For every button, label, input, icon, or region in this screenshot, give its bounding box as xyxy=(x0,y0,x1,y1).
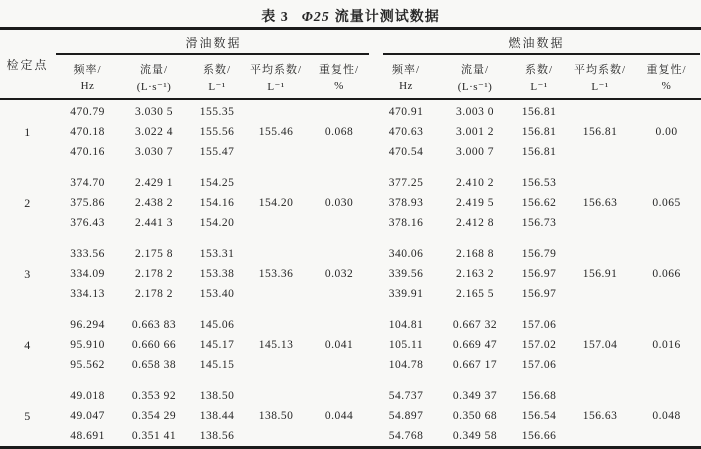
lube-flow-header-top: 流量/ xyxy=(139,63,169,76)
lube-coef-header xyxy=(188,55,246,99)
fuel-flow-cell: 0.667 17 xyxy=(452,359,498,371)
lube-flow-cell: 0.660 66 xyxy=(131,339,177,351)
lube-rep-cell: 0.068 xyxy=(324,126,354,138)
lube-flow-header-unit: (L·s⁻¹) xyxy=(136,80,172,93)
table-number-label: 表 3 xyxy=(261,10,289,25)
lube-freq-cell: 333.56 xyxy=(70,248,105,260)
lube-coef-cell: 153.38 xyxy=(199,268,235,280)
fuel-coef-cell: 156.53 xyxy=(521,177,557,189)
fuel-freq-cell: 104.81 xyxy=(388,319,424,331)
fuel-flow-cell: 0.349 37 xyxy=(452,390,498,402)
lube-freq-cell: 95.910 xyxy=(70,339,105,351)
fuel-repeat-header-unit: % xyxy=(661,80,672,92)
fuel-avg-coef-header-unit: L⁻¹ xyxy=(591,80,609,93)
lube-freq-cell: 49.018 xyxy=(70,390,105,402)
point-cell: 3 xyxy=(24,266,31,281)
fuel-avg-coef-header xyxy=(568,55,632,99)
fuel-coef-cell: 156.62 xyxy=(521,197,557,209)
lube-flow-header xyxy=(120,55,188,99)
row-spacer xyxy=(0,375,701,384)
fuel-avg-coef-header-top: 平均系数/ xyxy=(573,63,627,76)
fuel-coef-cell: 157.02 xyxy=(521,339,557,351)
lube-freq-cell: 470.16 xyxy=(70,146,105,158)
lube-flow-cell: 2.429 1 xyxy=(135,177,173,189)
row-spacer-cell xyxy=(0,233,701,242)
lube-freq-cell: 48.691 xyxy=(70,430,105,442)
lube-avg-cell: 145.13 xyxy=(258,339,294,351)
fuel-freq-cell: 54.897 xyxy=(388,410,424,422)
fuel-rep-cell: 0.065 xyxy=(652,197,681,209)
fuel-freq-cell: 378.16 xyxy=(388,217,424,229)
fuel-coef-cell: 156.81 xyxy=(521,146,557,158)
lube-flow-cell: 3.022 4 xyxy=(135,126,173,138)
lube-flow-cell: 0.354 29 xyxy=(131,410,177,422)
fuel-freq-header-unit: Hz xyxy=(399,80,413,92)
fuel-freq-cell: 54.768 xyxy=(388,430,424,442)
fuel-flow-cell: 2.412 8 xyxy=(456,217,494,229)
fuel-avg-cell: 156.63 xyxy=(582,197,618,209)
lube-coef-cell: 155.47 xyxy=(199,146,235,158)
row-spacer-cell xyxy=(0,304,701,313)
lube-avg-cell: 153.36 xyxy=(258,268,294,280)
fuel-avg-cell: 156.81 xyxy=(582,126,618,138)
group-header-row xyxy=(0,29,701,56)
row-spacer xyxy=(0,304,701,313)
lube-coef-cell: 145.17 xyxy=(199,339,235,351)
fuel-coef-cell: 157.06 xyxy=(521,359,557,371)
fuel-rep-cell: 0.00 xyxy=(655,126,678,138)
fuel-avg-cell: 156.63 xyxy=(582,410,618,422)
lube-flow-cell: 2.441 3 xyxy=(135,217,173,229)
lube-freq-cell: 49.047 xyxy=(70,410,105,422)
lube-coef-cell: 154.25 xyxy=(199,177,235,189)
lube-coef-cell: 154.16 xyxy=(199,197,235,209)
lube-rep-cell: 0.030 xyxy=(324,197,354,209)
lube-coef-cell: 153.40 xyxy=(199,288,235,300)
lube-freq-cell: 470.79 xyxy=(70,106,105,118)
fuel-coef-cell: 156.73 xyxy=(521,217,557,229)
lube-rep-cell: 0.044 xyxy=(324,410,354,422)
fuel-coef-header xyxy=(510,55,568,99)
lube-coef-cell: 138.44 xyxy=(199,410,235,422)
table-title xyxy=(0,0,701,26)
lube-flow-cell: 2.438 2 xyxy=(135,197,173,209)
fuel-freq-cell: 104.78 xyxy=(388,359,424,371)
lube-flow-cell: 0.351 41 xyxy=(131,430,177,442)
lube-coef-cell: 145.06 xyxy=(199,319,235,331)
lube-freq-cell: 376.43 xyxy=(70,217,105,229)
lube-coef-cell: 155.56 xyxy=(199,126,235,138)
fuel-coef-cell: 156.54 xyxy=(521,410,557,422)
row-spacer xyxy=(0,233,701,242)
lube-freq-cell: 95.562 xyxy=(70,359,105,371)
fuel-flow-header xyxy=(440,55,510,99)
lube-flow-cell: 0.663 83 xyxy=(131,319,177,331)
row-spacer-cell xyxy=(0,162,701,171)
fuel-flow-cell: 2.163 2 xyxy=(456,268,494,280)
fuel-freq-header-top: 频率/ xyxy=(391,64,421,76)
fuel-freq-cell: 378.93 xyxy=(388,197,424,209)
fuel-coef-cell: 156.81 xyxy=(521,106,557,118)
fuel-freq-cell: 54.737 xyxy=(388,390,424,402)
lube-freq-cell: 470.18 xyxy=(70,126,105,138)
fuel-flow-cell: 2.419 5 xyxy=(456,197,494,209)
lube-flow-cell: 3.030 7 xyxy=(135,146,173,158)
row-spacer xyxy=(0,162,701,171)
fuel-flow-cell: 3.000 7 xyxy=(456,146,494,158)
fuel-freq-cell: 339.91 xyxy=(388,288,424,300)
lube-coef-cell: 138.50 xyxy=(199,390,235,402)
data-row xyxy=(0,384,701,406)
lube-freq-header-top: 频率/ xyxy=(73,64,102,76)
fuel-coef-cell: 156.97 xyxy=(521,268,557,280)
data-row xyxy=(0,171,701,193)
data-row xyxy=(0,242,701,264)
fuel-coef-cell: 156.97 xyxy=(521,288,557,300)
lube-freq-header xyxy=(55,55,120,99)
point-cell: 4 xyxy=(24,337,31,352)
fuel-freq-cell: 340.06 xyxy=(388,248,424,260)
fuel-flow-cell: 2.168 8 xyxy=(456,248,494,260)
lube-coef-cell: 154.20 xyxy=(199,217,235,229)
fuel-coef-cell: 156.81 xyxy=(521,126,557,138)
lube-coef-cell: 145.15 xyxy=(199,359,235,371)
fuel-flow-cell: 0.667 32 xyxy=(452,319,498,331)
fuel-rep-cell: 0.016 xyxy=(652,339,681,351)
fuel-avg-cell: 156.91 xyxy=(582,268,618,280)
fuel-flow-cell: 3.001 2 xyxy=(456,126,494,138)
row-spacer-cell xyxy=(0,375,701,384)
point-cell: 5 xyxy=(24,408,31,423)
lube-rep-cell: 0.041 xyxy=(324,339,354,351)
fuel-avg-cell: 157.04 xyxy=(582,339,618,351)
fuel-freq-cell: 470.91 xyxy=(388,106,424,118)
fuel-repeat-header xyxy=(632,55,701,99)
lube-coef-header-unit: L⁻¹ xyxy=(208,80,226,93)
table-body xyxy=(0,99,701,448)
fuel-coef-header-unit: L⁻¹ xyxy=(530,80,548,93)
lube-freq-cell: 96.294 xyxy=(70,319,105,331)
data-row xyxy=(0,313,701,335)
point-column-header: 检定点 xyxy=(0,29,55,100)
lube-repeat-header-top: 重复性/ xyxy=(318,64,360,76)
fuel-flow-header-top: 流量/ xyxy=(460,63,490,76)
lube-repeat-header-unit: % xyxy=(334,80,344,92)
fuel-flow-header-unit: (L·s⁻¹) xyxy=(457,80,493,93)
fuel-coef-cell: 156.68 xyxy=(521,390,557,402)
lube-avg-coef-header-top: 平均系数/ xyxy=(249,63,303,76)
fuel-flow-cell: 0.669 47 xyxy=(452,339,498,351)
fuel-flow-cell: 2.410 2 xyxy=(456,177,494,189)
point-cell: 2 xyxy=(24,195,31,210)
lube-repeat-header xyxy=(306,55,372,99)
point-cell: 1 xyxy=(24,124,31,139)
fuel-flow-cell: 2.165 5 xyxy=(456,288,494,300)
lube-flow-cell: 2.178 2 xyxy=(135,288,173,300)
fuel-freq-cell: 105.11 xyxy=(388,339,424,351)
fuel-rep-cell: 0.066 xyxy=(652,268,681,280)
fuel-coef-cell: 157.06 xyxy=(521,319,557,331)
lube-freq-header-unit: Hz xyxy=(80,80,95,92)
fuel-group-header: 燃油数据 xyxy=(372,29,701,56)
table-title-text: 流量计测试数据 xyxy=(334,10,440,25)
fuel-flow-cell: 3.003 0 xyxy=(456,106,494,118)
lube-avg-cell: 138.50 xyxy=(258,410,294,422)
fuel-freq-cell: 377.25 xyxy=(388,177,424,189)
lube-avg-cell: 154.20 xyxy=(258,197,294,209)
fuel-freq-cell: 470.63 xyxy=(388,126,424,138)
fuel-coef-cell: 156.79 xyxy=(521,248,557,260)
lube-flow-cell: 0.353 92 xyxy=(131,390,177,402)
lube-freq-cell: 374.70 xyxy=(70,177,105,189)
lube-coef-cell: 138.56 xyxy=(199,430,235,442)
lube-flow-cell: 2.175 8 xyxy=(135,248,173,260)
lube-coef-header-top: 系数/ xyxy=(202,63,232,76)
lube-flow-cell: 0.658 38 xyxy=(131,359,177,371)
fuel-freq-cell: 470.54 xyxy=(388,146,424,158)
column-header-row xyxy=(0,55,701,99)
fuel-freq-header xyxy=(372,55,440,99)
lube-freq-cell: 334.09 xyxy=(70,268,105,280)
fuel-rep-cell: 0.048 xyxy=(652,410,681,422)
lube-coef-cell: 155.35 xyxy=(199,106,235,118)
model-phi-label: Φ25 xyxy=(301,10,330,25)
fuel-repeat-header-top: 重复性/ xyxy=(646,64,687,76)
fuel-flow-cell: 0.349 58 xyxy=(452,430,498,442)
lube-flow-cell: 2.178 2 xyxy=(135,268,173,280)
fuel-flow-cell: 0.350 68 xyxy=(452,410,498,422)
lube-avg-cell: 155.46 xyxy=(258,126,294,138)
lube-rep-cell: 0.032 xyxy=(324,268,354,280)
lube-coef-cell: 153.31 xyxy=(199,248,235,260)
lube-avg-coef-header xyxy=(246,55,306,99)
lube-group-header: 滑油数据 xyxy=(55,29,372,56)
fuel-coef-header-top: 系数/ xyxy=(524,63,554,76)
fuel-freq-cell: 339.56 xyxy=(388,268,424,280)
data-row xyxy=(0,99,701,122)
lube-flow-cell: 3.030 5 xyxy=(135,106,173,118)
fuel-coef-cell: 156.66 xyxy=(521,430,557,442)
lube-freq-cell: 375.86 xyxy=(70,197,105,209)
flow-meter-test-table xyxy=(0,27,701,449)
lube-freq-cell: 334.13 xyxy=(70,288,105,300)
lube-avg-coef-header-unit: L⁻¹ xyxy=(267,80,285,93)
